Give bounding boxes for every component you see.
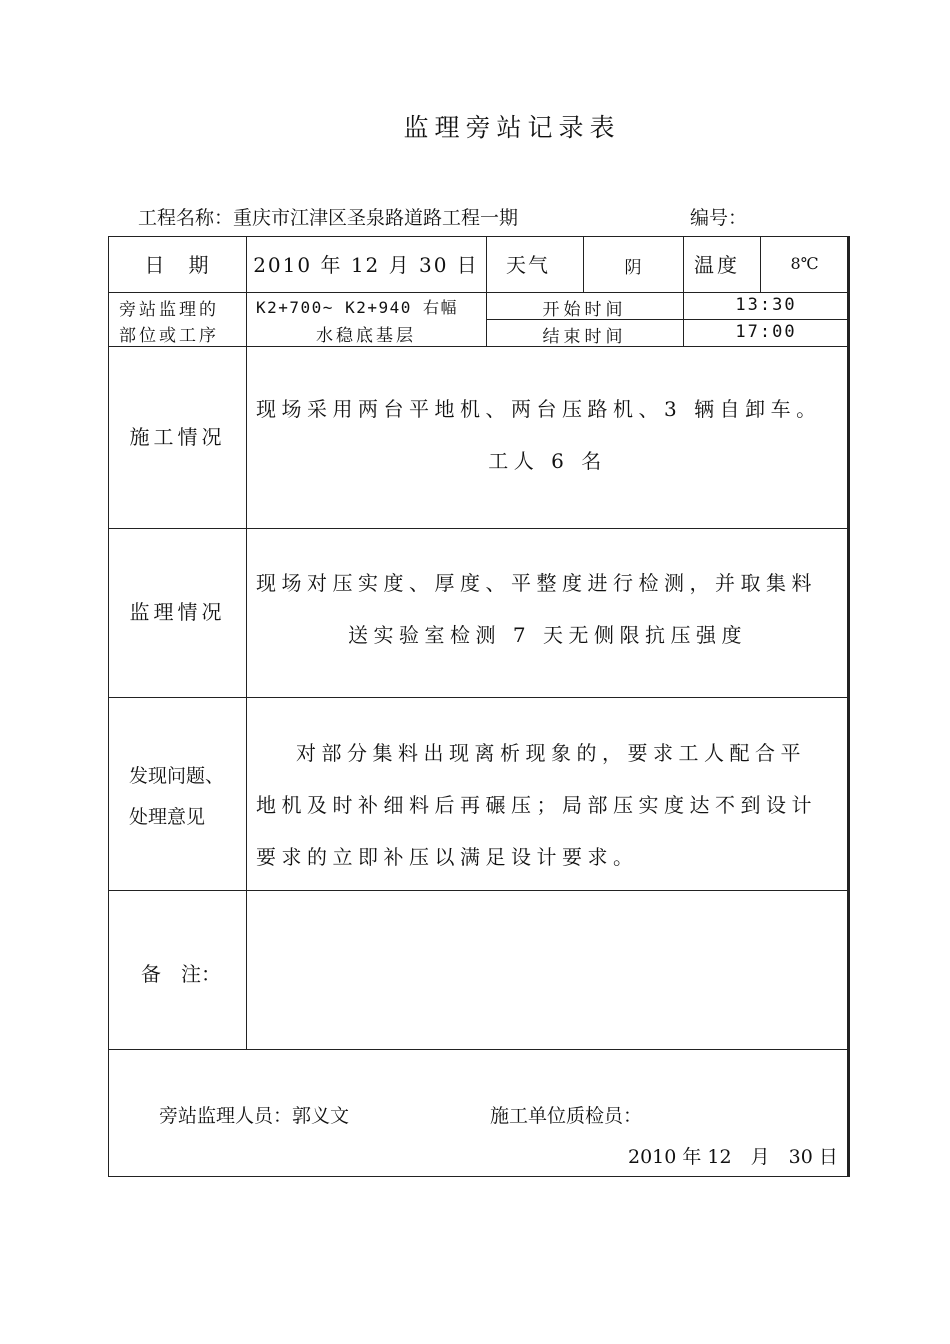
temperature-label: 温度 — [694, 253, 740, 277]
construction-line1: 现场采用两台平地机、两台压路机、3 辆自卸车。 — [256, 397, 822, 421]
supervision-label: 监理情况 — [129, 600, 226, 624]
inspector-label: 施工单位质检员： — [490, 1105, 643, 1127]
location-label-line1: 旁站监理的 — [119, 300, 219, 320]
start-time-value: 13:30 — [735, 295, 797, 315]
construction-label: 施工情况 — [129, 425, 226, 449]
project-name: 重庆市江津区圣泉路道路工程一期 — [233, 207, 519, 229]
row-divider — [109, 292, 849, 293]
date-label: 日 期 — [144, 253, 211, 277]
row-divider — [109, 1049, 849, 1050]
row-divider — [109, 528, 849, 529]
issues-line1: 对部分集料出现离析现象的，要求工人配合平 — [296, 741, 806, 765]
weather-value: 阴 — [624, 258, 642, 278]
row-divider — [109, 890, 849, 891]
location-label-line2: 部位或工序 — [119, 326, 219, 346]
supervisor-label: 旁站监理人员： — [159, 1105, 293, 1127]
supervision-line1: 现场对压实度、厚度、平整度进行检测，并取集料 — [256, 571, 817, 595]
temperature-value: 8℃ — [790, 254, 819, 273]
remarks-label: 备 注： — [141, 962, 221, 986]
record-table — [108, 236, 850, 1177]
issues-label-line1: 发现问题、 — [129, 765, 225, 787]
end-time-value: 17:00 — [735, 322, 797, 342]
location-value-line2: 水稳底基层 — [316, 326, 416, 346]
date-value: 2010 年 12 月 30 日 — [253, 253, 479, 277]
issues-line2: 地机及时补细料后再碾压；局部压实度达不到设计 — [256, 793, 817, 817]
row-divider — [109, 346, 849, 347]
sign-date: 2010 年 12 月 30 日 — [628, 1146, 838, 1168]
project-line — [138, 203, 518, 230]
construction-line2: 工人 6 名 — [488, 449, 607, 473]
page-title: 监理旁站记录表 — [403, 113, 621, 142]
project-label: 工程名称： — [138, 207, 234, 229]
weather-label: 天气 — [506, 253, 550, 277]
location-value-line1: K2+700~ K2+940 右幅 — [256, 298, 458, 317]
start-time-label: 开始时间 — [542, 300, 627, 320]
supervisor-name: 郭义文 — [292, 1105, 350, 1127]
supervision-line2: 送实验室检测 7 天无侧限抗压强度 — [348, 623, 747, 647]
row-divider — [109, 697, 849, 698]
number-label: 编号： — [690, 207, 748, 229]
supervisor-line — [159, 1101, 349, 1128]
issues-label-line2: 处理意见 — [129, 806, 206, 828]
end-time-label: 结束时间 — [542, 327, 627, 347]
issues-line3: 要求的立即补压以满足设计要求。 — [256, 845, 639, 869]
